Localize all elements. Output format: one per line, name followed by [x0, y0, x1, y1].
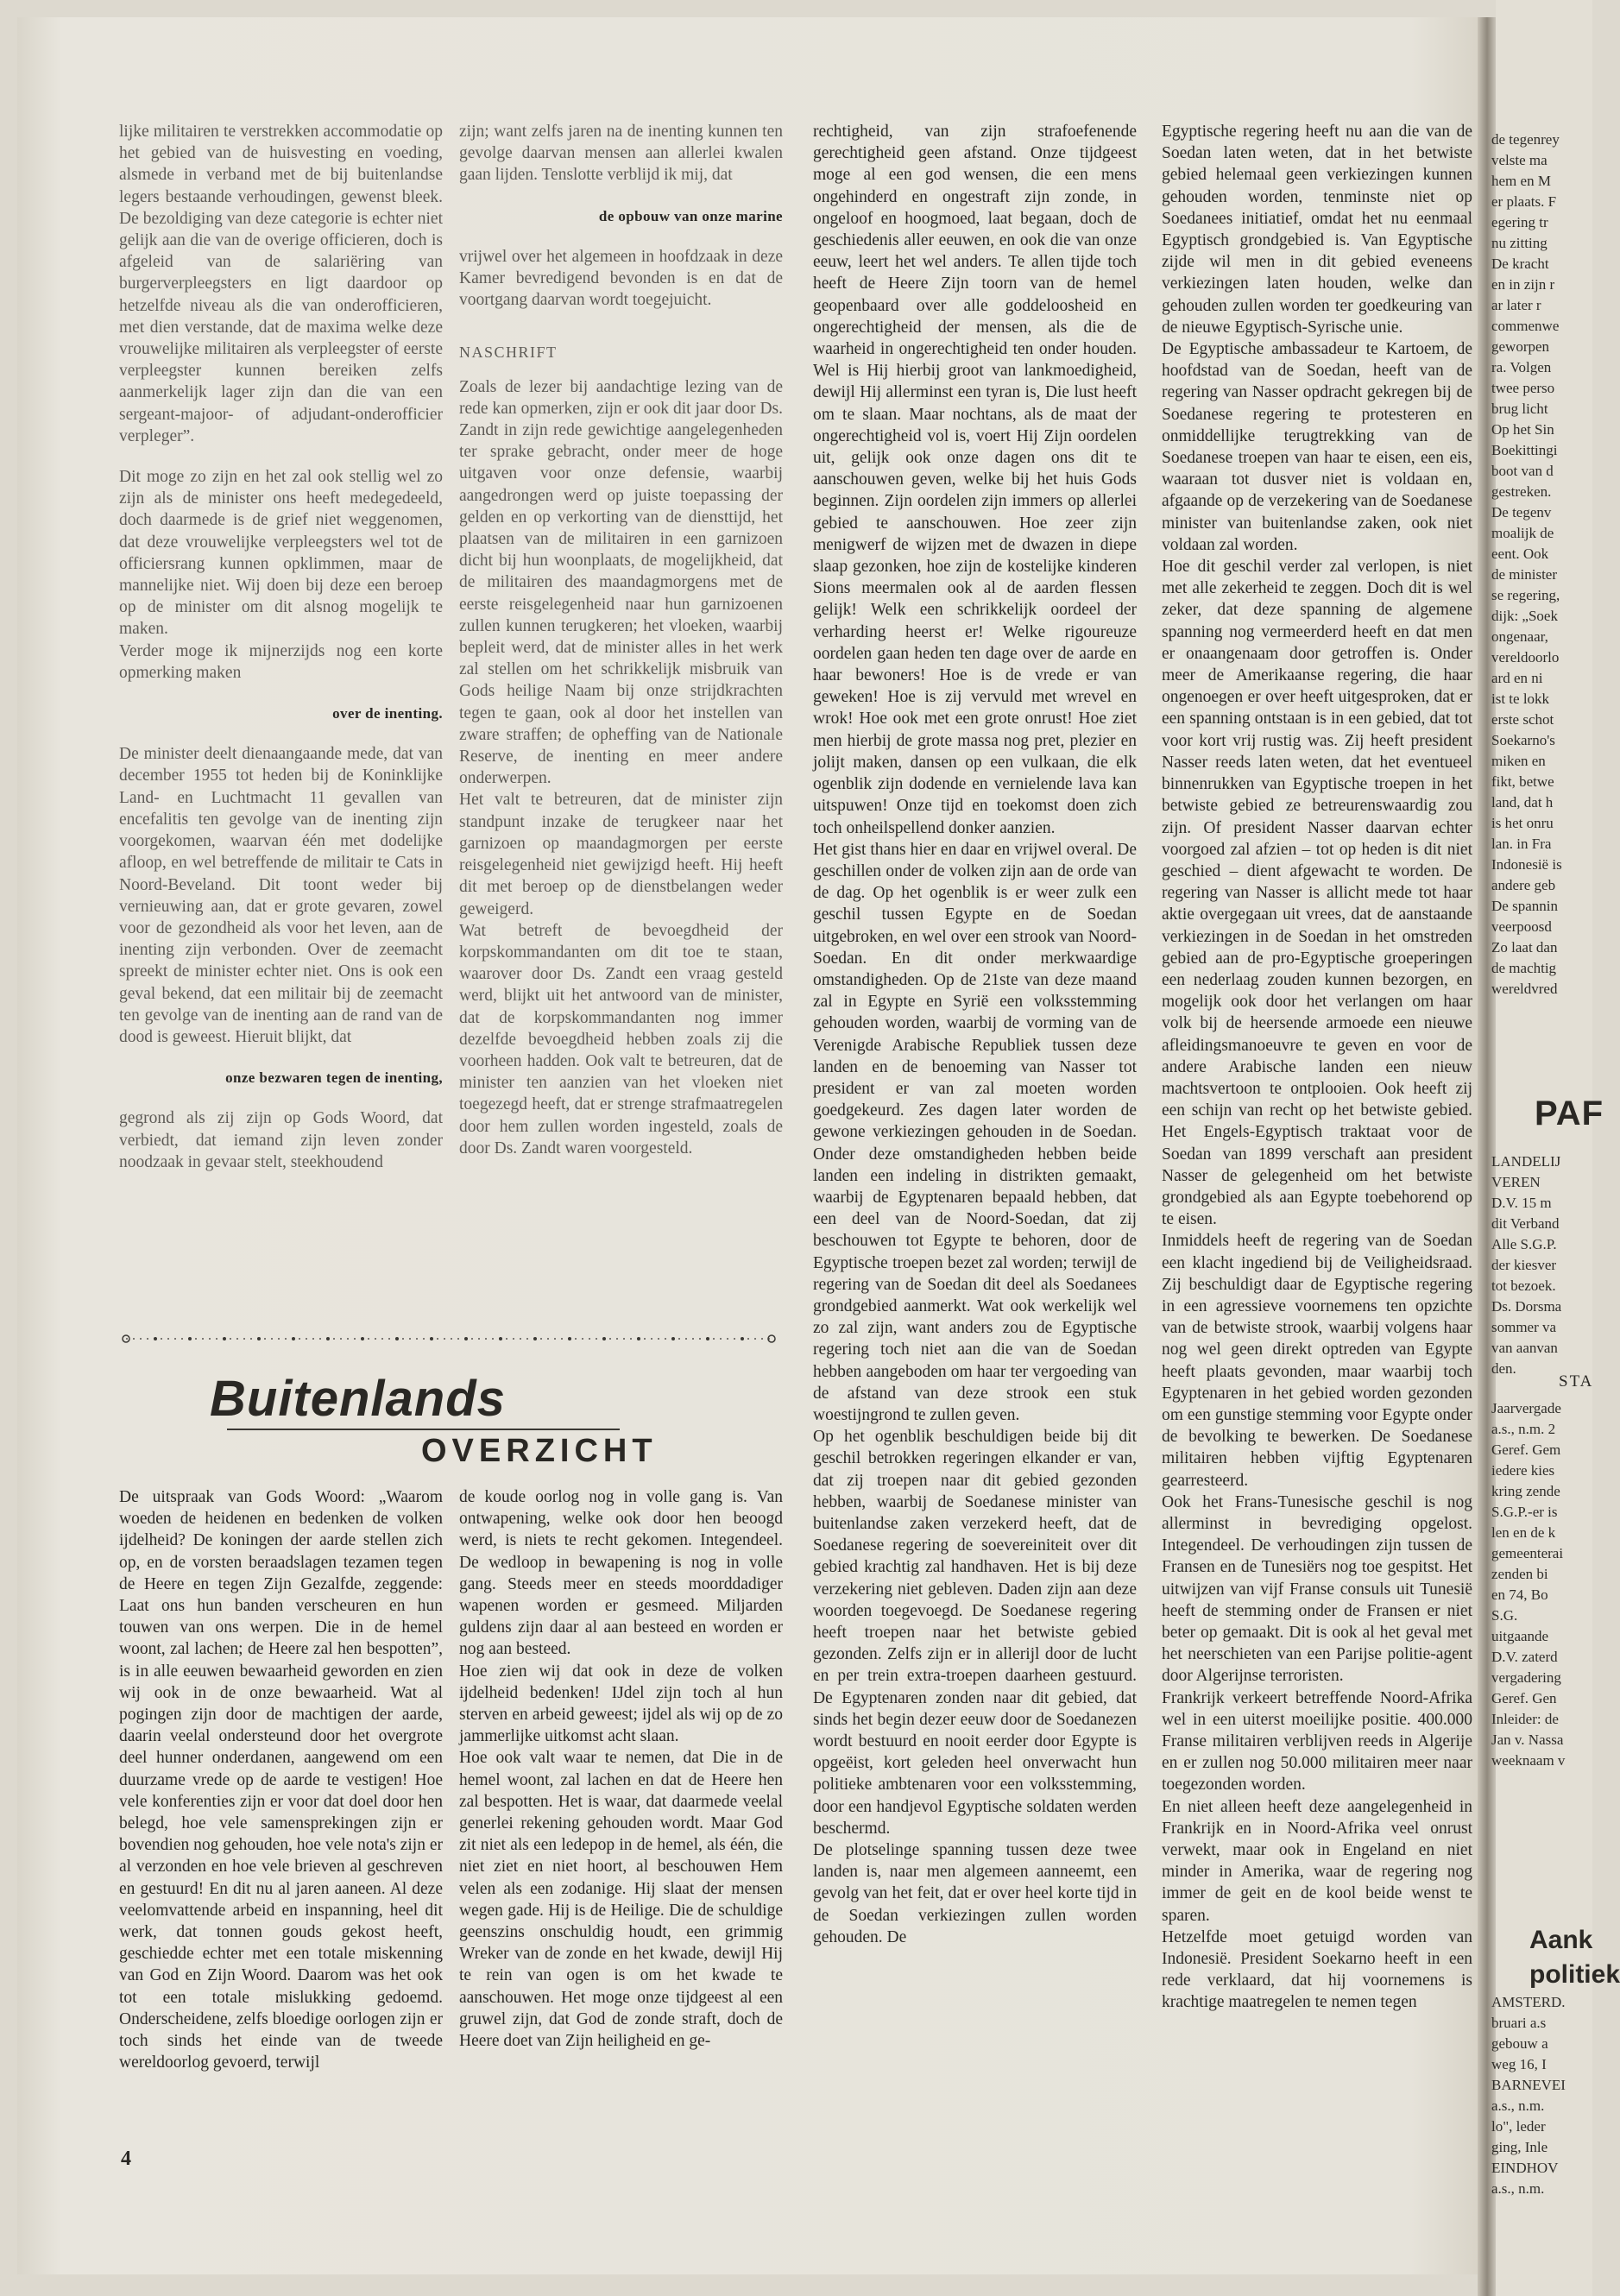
heading-underline — [227, 1429, 620, 1430]
next-page-heading-line: Aank — [1529, 1926, 1593, 1954]
fragment-line: Ds. Dorsma — [1491, 1298, 1562, 1315]
fragment-line: egering tr — [1491, 214, 1548, 230]
fragment-line: a.s., n.m. — [1491, 2180, 1545, 2197]
fragment-line: velste ma — [1491, 152, 1548, 168]
fragment-line: is het onru — [1491, 815, 1554, 831]
fragment-line: land, dat h — [1491, 794, 1554, 811]
paragraph: En niet alleen heeft deze aangelegenheid in Frankrijk en in Noord-Afrika veel onrust verwekt, maar ook in Engeland en niet minder in Amerika, waar de regering nog immer de geit en de kool beide wenst te sparen. — [1162, 1797, 1472, 1925]
fragment-line: ar later r — [1491, 297, 1541, 313]
fragment-line: ongenaar, — [1491, 628, 1548, 645]
next-page-heading-line: politiek — [1529, 1960, 1620, 1989]
dotted-divider — [121, 1328, 777, 1349]
fragment-line: boot van d — [1491, 463, 1554, 479]
paragraph: Wat betreft de bevoegdheid der korpskommandanten om dit toe te staan, waarover door Ds. Zandt een vraag gesteld werd, blijkt uit het antwoord van de minister, dat de korpskommandanten nog immer dezelfde bevoegdheid hebben zoals zij die voorheen hadden. Ook valt te betreuren, dat de minister ten aanzien van het vloeken niet toegezegd heeft, dat er strenge strafmaatregelen door hem zullen worden ingesteld, zoals de door Ds. Zandt waren voorgesteld. — [459, 921, 783, 1157]
fragment-line: lan. in Fra — [1491, 836, 1552, 852]
next-page-heading — [1529, 1923, 1620, 1992]
fragment-line: er plaats. F — [1491, 193, 1557, 210]
fragment-line: De kracht — [1491, 255, 1549, 272]
fragment-line: ging, Inle — [1491, 2139, 1548, 2155]
paragraph: De Egyptische ambassadeur te Kartoem, de hoofdstad van de Soedan, heeft van de regering van Nasser opdracht gekregen bij de Soedanese regering te protesteren en onmiddellijke terugtrekking van de Soedanese troepen van haar te eisen, een eis, waaraan tot dusver niet is voldaan en, afgaande op de verzekering van de Soedanese minister van buitenlandse zaken, ook niet voldaan zal worden. — [1162, 340, 1472, 554]
column-2-bottom — [459, 1486, 783, 2142]
next-page-heading: PAF — [1535, 1094, 1604, 1132]
fragment-line: a.s., n.m. — [1491, 2097, 1545, 2114]
paragraph: De uitspraak van Gods Woord: „Waarom woeden de heidenen en bedenken de volken ijdelheid? De koningen der aarde stellen zich op, en de vorsten beraadslagen tezamen tegen de Heere en tegen Zijn Gezalfde, zeggende: Laat ons hun banden verscheuren en hun touwen van ons werpen. Die in de hemel woont, zal lachen; de Heere zal hen bespotten”, is in alle eeuwen bewaarheid geworden en zien wij ook in de onze bewaarheid. Wat al pogingen zijn door de machtigen der aarde, daarin veelal ondersteund door het overgrote deel hunner onderdanen, aangewend om een duurzame vrede op de aarde te vestigen! Hoe vele konferenties zijn er voor dat doel door hen belegd, hoe vele samensprekingen zijn er bovendien nog gehouden, hoe vele nota's zijn er al verzonden en hoe vele brieven al geschreven en gestuurd! En dit nu al jaren aaneen. Al deze veelomvattende arbeid en inspanning, heel dit werk, dat tonnen gouds gekost heeft, geschiedde echter met een totale miskenning van God en Zijn Woord. Daarom was het ook tot een totale mislukking gedoemd. Onderscheidene, zelfs bloedige oorlogen zijn er toch sinds het einde van de tweede wereldoorlog gevoerd, terwijl — [119, 1488, 443, 2072]
fragment-line: len en de k — [1491, 1524, 1556, 1541]
fragment-line: Soekarno's — [1491, 732, 1555, 748]
fragment-line: dijk: „Soek — [1491, 608, 1558, 624]
fragment-line: erste schot — [1491, 711, 1554, 728]
paragraph: Dit moge zo zijn en het zal ook stellig wel zo zijn als de minister ons heeft medegedeeld, doch daarmede is de grief niet weggenomen, dat deze vrouwelijke verpleegsters wel tot de officiersrang kunnen opklimmen, maar de mannelijke niet. Wij doen bij deze een beroep op de minister om dit alsnog mogelijk te maken. — [119, 468, 443, 639]
fragment-line: lo", leder — [1491, 2118, 1546, 2135]
fragment-line: fikt, betwe — [1491, 773, 1554, 790]
fragment-line: brug licht — [1491, 401, 1548, 417]
next-page-fragment — [1491, 1398, 1592, 1899]
fragment-line: nu zitting — [1491, 235, 1548, 251]
fragment-line: D.V. 15 m — [1491, 1195, 1552, 1211]
next-page-fragment — [1491, 129, 1592, 997]
column-2-top — [459, 121, 783, 1286]
column-3 — [813, 121, 1137, 2184]
fragment-line: EINDHOV — [1491, 2160, 1559, 2176]
fragment-line: Geref. Gen — [1491, 1690, 1557, 1706]
paragraph: Egyptische regering heeft nu aan die van de Soedan laten weten, dat in het betwiste gebied helemaal geen verkiezingen kunnen gehouden worden, tenminste niet op Soedanees initiatief, omdat het nu eenmaal Egyptisch grondgebied is. Van Egyptische zijde wil men in dit gebied eveneens verkiezingen laten houden, welke dan gehouden zullen worden ter goedkeuring van de nieuwe Egyptisch-Syrische unie. — [1162, 123, 1472, 337]
fragment-line: van aanvan — [1491, 1340, 1558, 1356]
paragraph: Frankrijk verkeert betreffende Noord-Afrika wel in een uiterst moeilijke positie. 400.000 Franse militairen verblijven reeds in Algerije en er zullen nog 50.000 militairen meer naar toegezonden worden. — [1162, 1688, 1472, 1795]
fragment-line: gestreken. — [1491, 483, 1552, 500]
paragraph: lijke militairen te verstrekken accommodatie op het gebied van de huisvesting en voeding, alsmede in verband met de bij buitenlandse legers bestaande verhoudingen, gewenst bleek. De bezoldiging van deze categorie is echter niet gelijk aan die van de overige officieren, doch is afgeleid van de salariëring van burgerverpleegsters en ligt daardoor op hetzelfde niveau als die van onderofficieren, met dien verstande, dat de maxima welke deze vrouwelijke militairen als verpleegster of eerste verpleegster kunnen bereiken zelfs aanmerkelijk lager zijn dan die van een sergeant-majoor- of adjudant-onderofficier verpleger”. — [119, 123, 443, 445]
fragment-line: de machtig — [1491, 960, 1557, 976]
fragment-line: en in zijn r — [1491, 276, 1555, 293]
fragment-line: Zo laat dan — [1491, 939, 1558, 956]
next-page-subheading: STA — [1559, 1372, 1594, 1391]
fragment-line: D.V. zaterd — [1491, 1649, 1558, 1665]
fragment-line: uitgaande — [1491, 1628, 1549, 1644]
paragraph: Zoals de lezer bij aandachtige lezing van de rede kan opmerken, zijn er ook dit jaar door Ds. Zandt in zijn rede gewichtige aangelegenheden ter sprake gebracht, onder meer de hoge uitgaven voor onze defensie, waarbij aangedrongen werd op juiste toepassing der gelden en op verkorting van de diensttijd, het plaatsen van de militairen in een garnizoen dicht bij hun woonplaats, de mogelijkheid, dat de militairen des maandagmorgens met de eerste reisgelegenheid naar hun garnizoenen zullen kunnen terugkeren; het vloeken, waarbij bepleit werd, dat de minister alles in het werk zal stellen om het schrikkelijk misbruik van Gods heilige Naam bij onze strijdkrachten tegen te gaan, ook al door het instellen van zware straffen; de opheffing van de Nationale Reserve, de inenting en meer andere onderwerpen. — [459, 377, 783, 788]
fragment-line: den. — [1491, 1360, 1516, 1377]
column-4 — [1162, 121, 1472, 2184]
fragment-line: Jan v. Nassa — [1491, 1731, 1564, 1748]
paragraph: De minister deelt dienaangaande mede, dat van december 1955 tot heden bij de Koninklijke Land- en Luchtmacht 11 gevallen van encefalitis ten gevolge van de inenting zijn voorgekomen, waarvan één met dodelijke afloop, en wel betreffende de militair te Cats in Noord-Beveland. Dit toont weder bij vernieuwing aan, dat er grote gevaren, zowel voor de gezondheid als voor het leven, aan de inenting zijn verbonden. Over de zeemacht spreekt de minister echter niet. Ons is ook een geval bekend, dat een militair bij de zeemacht ten gevolge van de inenting aan de rand van de dood is geweest. Hieruit blijkt, dat — [119, 745, 443, 1046]
paragraph: Verder moge ik mijnerzijds nog een korte opmerking maken — [119, 641, 443, 682]
paragraph: Hetzelfde moet getuigd worden van Indonesië. President Soekarno heeft in een rede verklaard, dat hij voornemens is krachtige maatregelen te nemen tegen — [1162, 1927, 1472, 2012]
next-page-fragment — [1491, 1151, 1592, 1377]
fragment-line: ist te lokk — [1491, 691, 1550, 707]
fragment-line: de minister — [1491, 566, 1558, 583]
paragraph: Hoe dit geschil verder zal verlopen, is niet met alle zekerheid te zeggen. Doch dit is wel zeker, dat deze spanning de algemene spanning nog vermeerderd heeft en dat men er onaangenaam door getroffen is. Onder meer de Amerikaanse regering, die haar ongenoegen er over heeft uitgesproken, dat er een spanning ontstaan is in een gebied, dat tot voor kort vrij rustig was. Zij heeft president Nasser reeds laten weten, dat het eventueel binnenrukken van Egyptische troepen in het betwiste gebied ze betreurenswaardig zou zijn. Of president Nasser daarvan echter voorgoed zal afzien – tot op heden is dit niet geschied – dient afgewacht te worden. De regering van Nasser is allicht mede tot haar aktie overgegaan uit vrees, dat de aanstaande verkiezingen in de Soedan in het omstreden gebied aan de pro-Egyptische groeperingen een nederlaag zouden kunnen bezorgen, en mogelijk ook door het verlangen om haar volk bij de heersende armoede een nieuwe afleidingsmanoeuvre te geven en voor de andere Arabische landen een nieuw machtsvertoon te ontplooien. Ook heeft zij een schijn van recht op het betwiste gebied. Het Engels-Egyptisch traktaat voor de Soedan van 1899 verschaft aan president Nasser de gelegenheid om het betwiste grondgebied als aan Egypte toebehorend op te eisen. — [1162, 558, 1472, 1229]
fragment-line: wereldvred — [1491, 981, 1558, 997]
section-subheading: OVERZICHT — [421, 1433, 658, 1469]
fragment-line: AMSTERD. — [1491, 1994, 1566, 2010]
fragment-line: ard en ni — [1491, 670, 1543, 686]
fragment-line: zenden bi — [1491, 1566, 1548, 1582]
fragment-line: vergadering — [1491, 1669, 1561, 1686]
fragment-line: weg 16, I — [1491, 2056, 1547, 2072]
fragment-line: De tegenv — [1491, 504, 1552, 520]
paragraph: de koude oorlog nog in volle gang is. Van ontwapening, welke ook door hen beoogd werd, is niets te recht gekomen. Integendeel. De wedloop in bewapening is nog in volle gang. Steeds meer en steeds moorddadiger wapenen worden er gesmeed. Miljarden guldens zijn daar al aan besteed en worden er nog aan besteed. — [459, 1488, 783, 1659]
fragment-line: Geref. Gem — [1491, 1441, 1561, 1458]
fragment-line: der kiesver — [1491, 1257, 1557, 1273]
subheading: onze bezwaren tegen de inenting, — [225, 1069, 443, 1087]
fragment-line: sommer va — [1491, 1319, 1557, 1335]
fragment-line: a.s., n.m. 2 — [1491, 1421, 1556, 1437]
fragment-line: Alle S.G.P. — [1491, 1236, 1557, 1252]
paragraph: Op het ogenblik beschuldigen beide bij dit geschil betrokken regeringen elkander er van, dat zij troepen naar dit gebied gezonden hebben, waarbij de Soedanese minister van buitenlandse zaken verzekerd heeft, dat de Soedanese regering de soevereiniteit over dit gebied krachtig zal handhaven. Het is bij deze verzekering niet gebleven. Daden zijn aan deze woorden toegevoegd. De Soedanese regering heeft troepen naar het betwiste gebied gezonden. Zelfs zijn er in allerijl door de lucht en per trein extra-troepen daarheen gestuurd. De Egyptenaren zonden naar dit gebied, dat sinds het begin dezer eeuw door de Soedanezen wordt bestuurd en nooit eerder door Egypte is opgeëist, kort geleden heel onverwacht hun politieke ambtenaren voor een volksstemming, door een handjevol Egyptische soldaten werden beschermd. — [813, 1428, 1137, 1838]
fragment-line: VEREN — [1491, 1174, 1541, 1190]
next-page-fragment — [1491, 1992, 1592, 2197]
fragment-line: geworpen — [1491, 338, 1550, 355]
paragraph: Ook het Frans-Tunesische geschil is nog allerminst in bevrediging opgelost. Integendeel. De verhoudingen zijn tussen de Fransen en de Tunesiërs nog toe gespitst. Het uitwijzen van vijf Franse consuls uit Tunesië heeft de stemming onder de Fransen er niet beter op gemaakt. Dit is ook al het geval met het neerschieten van een Parijse politie-agent door Algerijnse terroristen. — [1162, 1492, 1472, 1686]
fragment-line: De spannin — [1491, 898, 1558, 914]
fragment-line: Inleider: de — [1491, 1711, 1559, 1727]
subheading: de opbouw van onze marine — [598, 207, 783, 224]
page-number: 4 — [121, 2148, 131, 2170]
fragment-line: twee perso — [1491, 380, 1555, 396]
fragment-line: veerpoosd — [1491, 918, 1552, 935]
paragraph: Het gist thans hier en daar en vrijwel overal. De geschillen onder de volken zijn aan de orde van de dag. Op het ogenblik is er weer zulk een geschil tussen Egypte en de Soedan uitgebroken, en wel over een strook van Noord-Soedan. En dit onder merkwaardige omstandigheden. Op de 21ste van deze maand zal in Egypte en Syrië een volksstemming gehouden worden, waarbij de vorming van de Verenigde Arabische Republiek tussen deze landen en de benoeming van Nasser tot president er van zal moeten worden goedgekeurd. Zes dagen later worden de gewone verkiezingen gehouden in de Soedan. Onder deze omstandigheden hebben beide landen een indeling in distrikten gemaakt, waarbij de Egyptenaren bepaald hebben, dat een deel van de Noord-Soedan, dat zij beschouwen tot Egypte te behoren, door de Egyptische troepen bezet zal worden; terwijl de regering van de Soedan dit deel als Soedanees grondgebied aanmerkt. Wat ook werkelijk wel zo zal zijn, want anders zou de Egyptische regering toch niet aan die van de Soedan hebben aangeboden om haar ter vergoeding van de afstand van deze strook een stuk woestijngrond te zullen geven. — [813, 840, 1137, 1424]
fragment-line: tot bezoek. — [1491, 1277, 1556, 1294]
paragraph: Hoe zien wij dat ook in deze de volken ijdelheid bedenken! IJdel zijn toch al hun sterven en arbeid geweest; ijdel als wij op de zo jammerlijke uitkomst acht slaan. — [459, 1662, 783, 1746]
fragment-line: Op het Sin — [1491, 421, 1554, 438]
fragment-line: eent. Ook — [1491, 546, 1549, 562]
subheading: over de inenting. — [332, 705, 443, 722]
fragment-line: en 74, Bo — [1491, 1586, 1548, 1603]
section-heading: Buitenlands — [210, 1371, 506, 1427]
column-1-bottom — [119, 1486, 443, 2142]
paragraph: De plotselinge spanning tussen deze twee landen is, naar men algemeen aanneemt, een gevolg van het feit, dat er over heel korte tijd in de Soedan verkiezingen zullen worden gehouden. De — [813, 1841, 1137, 1946]
paragraph: rechtigheid, van zijn strafoefenende gerechtigheid geen afstand. Onze tijdgeest moge al een god wensen, die een mens ongehinderd en ongestraft zijn zonde, in ongeloof en hoogmoed, laat begaan, doch de geschiedenis aller eeuwen, en ook die van onze eeuw, leert het wel anders. Te allen tijde toch heeft de Heere Zijn toorn van de hemel geopenbaard over alle goddeloosheid en ongerechtigheid der mensen, als die de waarheid in ongerechtigheid ten onder houden. Wel is Hij hierbij groot van lankmoedigheid, dewijl Hij allerminst een tyran is, Die lust heeft om te slaan. Maar nochtans, als de maat der ongerechtigheid vol is, voert Hij Zijn oordelen uit, gelijk ook onze dagen ons dit te aanschouwen geven, welke bij het huis Gods beginnen. Zijn oordelen zijn immers op allerlei gebied te aanschouwen. Hoe zeer zijn menigwerf de wijzen met de dwazen in diepe slaap gezonken, hoe zijn de kostelijke kinderen Sions meermalen ook al de aarden flessen gelijk! Welk een schrikkelijk oordeel der verharding heerst er! Welke rigoureuze oordelen gaan heden ten dage over de aarde en haar bewoners! Hoe is de vrede er van geweken! Hoe is zij vervuld met wrevel en wrok! Hoe ook met een grote onrust! Hoe ziet men hierbij de grote massa nog pret, plezier en jolijt maken, dansen op een vulkaan, die elk ogenblik zijn dodende en vernielende lava kan uitspuwen! Onze tijd en toekomst doen zich toch onheilspellend donker aanzien. — [813, 123, 1137, 837]
fragment-line: gebouw a — [1491, 2035, 1548, 2052]
fragment-line: weeknaam v — [1491, 1752, 1566, 1769]
fragment-line: commenwe — [1491, 318, 1560, 334]
fragment-line: se regering, — [1491, 587, 1560, 603]
fragment-line: vereldoorlo — [1491, 649, 1560, 665]
fragment-line: Jaarvergade — [1491, 1400, 1561, 1416]
fragment-line: andere geb — [1491, 877, 1556, 893]
fragment-line: hem en M — [1491, 173, 1551, 189]
paragraph: Inmiddels heeft de regering van de Soedan een klacht ingediend bij de Veiligheidsraad. Zij beschuldigt daar de Egyptische regering in een agressieve voornemens ten opzichte van de betwiste strook, waarbij volgens haar nog wel geen direkt optreden van Egypte heeft plaats gevonden, maar waarbij toch Egyptenaren in het gebied worden gezonden om een gunstige stemming voor Egypte onder de bevolking te bewerken. De Soedanese militairen hebben vijftig Egyptenaren gearresteerd. — [1162, 1232, 1472, 1490]
fragment-line: Boekittingi — [1491, 442, 1558, 458]
fragment-line: BARNEVEI — [1491, 2077, 1566, 2093]
fragment-line: iedere kies — [1491, 1462, 1555, 1479]
fragment-line: S.G.P.-er is — [1491, 1504, 1558, 1520]
fragment-line: Indonesië is — [1491, 856, 1562, 873]
fragment-line: gemeenterai — [1491, 1545, 1564, 1561]
fragment-line: LANDELIJ — [1491, 1153, 1561, 1170]
fragment-line: S.G. — [1491, 1607, 1518, 1624]
paragraph: Hoe ook valt waar te nemen, dat Die in de hemel woont, zal lachen en dat de Heere hen zal bespotten. Het is waar, dat daarmede veelal generlei rekening gehouden wordt. Maar God zit niet als een ledepop in de hemel, als één, die niet ziet en niet hoort, al beschouwen Hem velen als een zodanige. Hij slaat der mensen wegen gade. Hij is de Heilige. Die de schuldige geenszins onschuldig houdt, een grimmig Wreker van de zonde en het kwade, dewijl Hij te rein van ogen is om het kwade te aanschouwen. Het moge onze tijdgeest al een gruwel zijn, dat God de zonde straft, doch de Heere doet van Zijn heiligheid en ge- — [459, 1749, 783, 2051]
fragment-line: de tegenrey — [1491, 131, 1560, 148]
fragment-line: bruari a.s — [1491, 2015, 1547, 2031]
paragraph: gegrond als zij zijn op Gods Woord, dat verbiedt, dat iemand zijn leven zonder noodzaak in gevaar stelt, steekhoudend — [119, 1109, 443, 1171]
fragment-line: kring zende — [1491, 1483, 1560, 1499]
naschrift-heading: NASCHRIFT — [459, 344, 558, 362]
fragment-line: miken en — [1491, 753, 1546, 769]
column-1-top — [119, 121, 443, 1286]
fragment-line: dit Verband — [1491, 1215, 1560, 1232]
paragraph: vrijwel over het algemeen in hoofdzaak in deze Kamer bevredigend bevonden is en dat de voortgang daarvan wordt toegejuicht. — [459, 247, 783, 310]
paragraph: zijn; want zelfs jaren na de inenting kunnen ten gevolge daarvan mensen aan allerlei kwalen gaan lijden. Tenslotte verblijd ik mij, dat — [459, 123, 783, 185]
paragraph: Het valt te betreuren, dat de minister zijn standpunt inzake de terugkeer naar het garnizoen op maandagmorgen per eerste reisgelegenheid niet gewijzigd heeft. Hij heeft dit met beroep op de dienstbelangen weder geweigerd. — [459, 791, 783, 918]
fragment-line: moalijk de — [1491, 525, 1554, 541]
fragment-line: ra. Volgen — [1491, 359, 1552, 375]
